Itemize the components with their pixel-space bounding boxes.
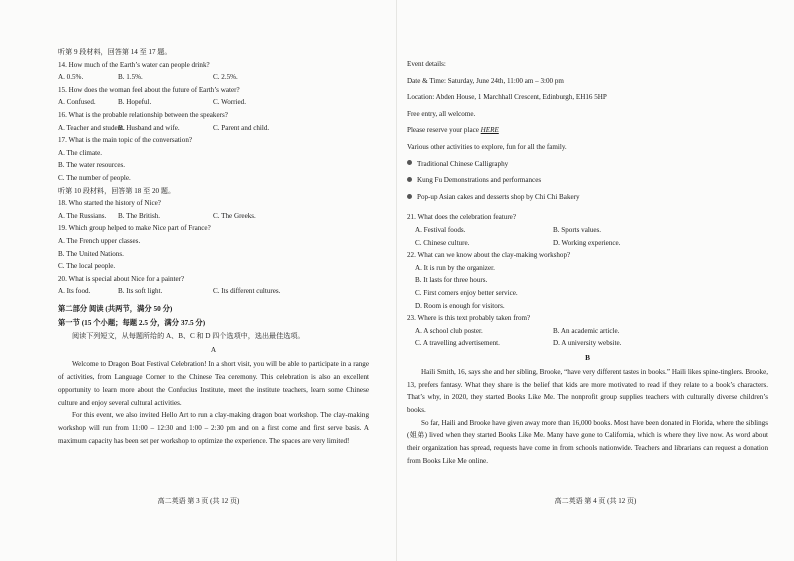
option: B. Sports values. <box>553 225 602 234</box>
passage-b-paragraph-2: So far, Haili and Brooke have given away more than 16,000 books. Most have been donated in Florida, where the siblings (姐弟) lived when they started Books Like Me. Many have gone to California, which is where they live now. As word about their organization has spread, requests have come in from schools nationwide. Teachers and librarians can request a donation from Books Like Me online. <box>407 418 768 465</box>
bullet-item: Pop-up Asian cakes and desserts shop by Chi Chi Bakery <box>407 191 768 204</box>
reserve-link[interactable]: HERE <box>480 126 499 135</box>
passage-a-paragraph-2: For this event, we also invited Hello Art to run a clay-making dragon boat workshop. The clay-making workshop will run from 11:00 – 12:30 and 1:00 – 2:30 pm and on a first come and first serve basis. A maximum capacity has been set per workshop to optimize the experience. The spaces are very limited! <box>58 411 369 445</box>
listening-intro-10: 听第 10 段材料，回答第 18 至 20 题。 <box>58 186 176 195</box>
bullet-dot-icon <box>407 194 412 199</box>
option: A. The French upper classes. <box>58 236 141 245</box>
option: B. Husband and wife. <box>118 123 180 132</box>
passage-b-paragraph-1: Haili Smith, 16, says she and her sibling, Brooke, “have very different tastes in books.” Haili likes spine-tinglers. Brooke, 13, prefers fantasy. What they share is the belief that kids are more motivated to read if they relate to a book’s characters. That’s why, in 2020, they started Books Like Me. The nonprofit group supplies teachers with culturally diverse children’s books. <box>407 367 768 414</box>
free-entry: Free entry, all welcome. <box>407 109 476 118</box>
option: A. Festival foods. <box>415 225 466 234</box>
reserve-line <box>407 124 768 137</box>
passage-label-a: A <box>210 345 217 355</box>
bullet-item: Traditional Chinese Calligraphy <box>407 158 768 171</box>
passage-a-paragraph-1: Welcome to Dragon Boat Festival Celebration! In a short visit, you will be able to participate in a range of activities, from Language Corner to the Chinese Tea ceremony. This celebration is also an excellent opportunity to learn more about the Confucius Institute, meet the institute teachers, learn some Chinese culture and enjoy several cultural activities. <box>58 360 369 407</box>
question-15: 15. How does the woman feel about the future of Earth’s water? <box>58 85 240 94</box>
option: C. Worried. <box>213 98 246 107</box>
question-20-options <box>58 285 369 298</box>
question-21-options-ab <box>407 224 768 237</box>
question-23-options-cd <box>407 337 768 350</box>
option: C. The Greeks. <box>213 211 256 220</box>
page-footer: 高二英语 第 4 页 (共 12 页) <box>554 497 637 505</box>
option: C. Parent and child. <box>213 123 270 132</box>
question-20: 20. What is special about Nice for a painter? <box>58 274 185 283</box>
option: A. Teacher and student. <box>58 123 125 132</box>
question-19: 19. Which group helped to make Nice part of France? <box>58 224 211 233</box>
question-21-options-cd <box>407 237 768 250</box>
option: A. Its food. <box>58 287 91 296</box>
option: C. 2.5%. <box>213 73 238 82</box>
option: A. A school club poster. <box>415 326 483 335</box>
section-one-heading: 第一节 (15 个小题；每题 2.5 分，满分 37.5 分) <box>58 317 206 327</box>
option: B. Its soft light. <box>118 287 163 296</box>
option: A. The Russians. <box>58 211 107 220</box>
page-footer: 高二英语 第 3 页 (共 12 页) <box>157 497 240 505</box>
option: B. The United Nations. <box>58 249 124 258</box>
option: B. Hopeful. <box>118 98 152 107</box>
question-22: 22. What can we know about the clay-making workshop? <box>407 251 571 260</box>
event-datetime: Date & Time: Saturday, June 24th, 11:00 am – 3:00 pm <box>407 76 564 85</box>
option: D. A university website. <box>553 339 622 348</box>
bullet-item: Kung Fu Demonstrations and performances <box>407 174 768 187</box>
event-location: Location: Abden House, 1 Marchhall Crescent, Edinburgh, EH16 5HP <box>407 93 607 102</box>
question-17: 17. What is the main topic of the conversation? <box>58 136 193 145</box>
listening-intro-9: 听第 9 段材料，回答第 14 至 17 题。 <box>58 48 172 56</box>
option: C. The local people. <box>58 262 116 271</box>
option: B. The British. <box>118 211 161 220</box>
question-18-options <box>58 210 369 223</box>
reading-instruction: 阅读下列短文，从每题所给的 A、B、C 和 D 四个选项中，选出最佳选项。 <box>72 331 305 340</box>
option: D. Room is enough for visitors. <box>415 301 505 310</box>
various-activities: Various other activities to explore, fun for all the family. <box>407 142 567 151</box>
option: D. Working experience. <box>553 238 621 247</box>
option: A. Confused. <box>58 98 96 107</box>
event-details-title: Event details: <box>407 60 446 68</box>
option: C. A travelling advertisement. <box>415 339 500 348</box>
option: A. The climate. <box>58 148 102 157</box>
question-18: 18. Who started the history of Nice? <box>58 199 161 208</box>
option: B. An academic article. <box>553 326 620 335</box>
option: B. 1.5%. <box>118 73 143 82</box>
option: A. It is run by the organizer. <box>415 263 495 272</box>
option: C. Chinese culture. <box>415 238 470 247</box>
question-15-options <box>58 96 369 109</box>
option: C. First comers enjoy better service. <box>415 288 518 297</box>
question-23: 23. Where is this text probably taken from? <box>407 314 531 323</box>
right-page <box>397 0 794 561</box>
option: A. 0.5%. <box>58 73 84 82</box>
option: B. The water resources. <box>58 161 126 170</box>
question-21: 21. What does the celebration feature? <box>407 213 516 222</box>
option: C. Its different cultures. <box>213 287 281 296</box>
passage-label-b: B <box>585 352 590 362</box>
question-23-options-ab <box>407 325 768 338</box>
option: B. It lasts for three hours. <box>415 276 488 285</box>
question-14-options <box>58 71 369 84</box>
question-14: 14. How much of the Earth’s water can people drink? <box>58 60 210 69</box>
reserve-prefix: Please reserve your place <box>407 126 481 135</box>
question-16: 16. What is the probable relationship between the speakers? <box>58 110 228 119</box>
bullet-dot-icon <box>407 160 412 165</box>
bullet-dot-icon <box>407 177 412 182</box>
question-16-options <box>58 122 369 135</box>
option: C. The number of people. <box>58 173 131 182</box>
part-two-heading: 第二部分 阅读 (共两节，满分 50 分) <box>58 303 173 313</box>
